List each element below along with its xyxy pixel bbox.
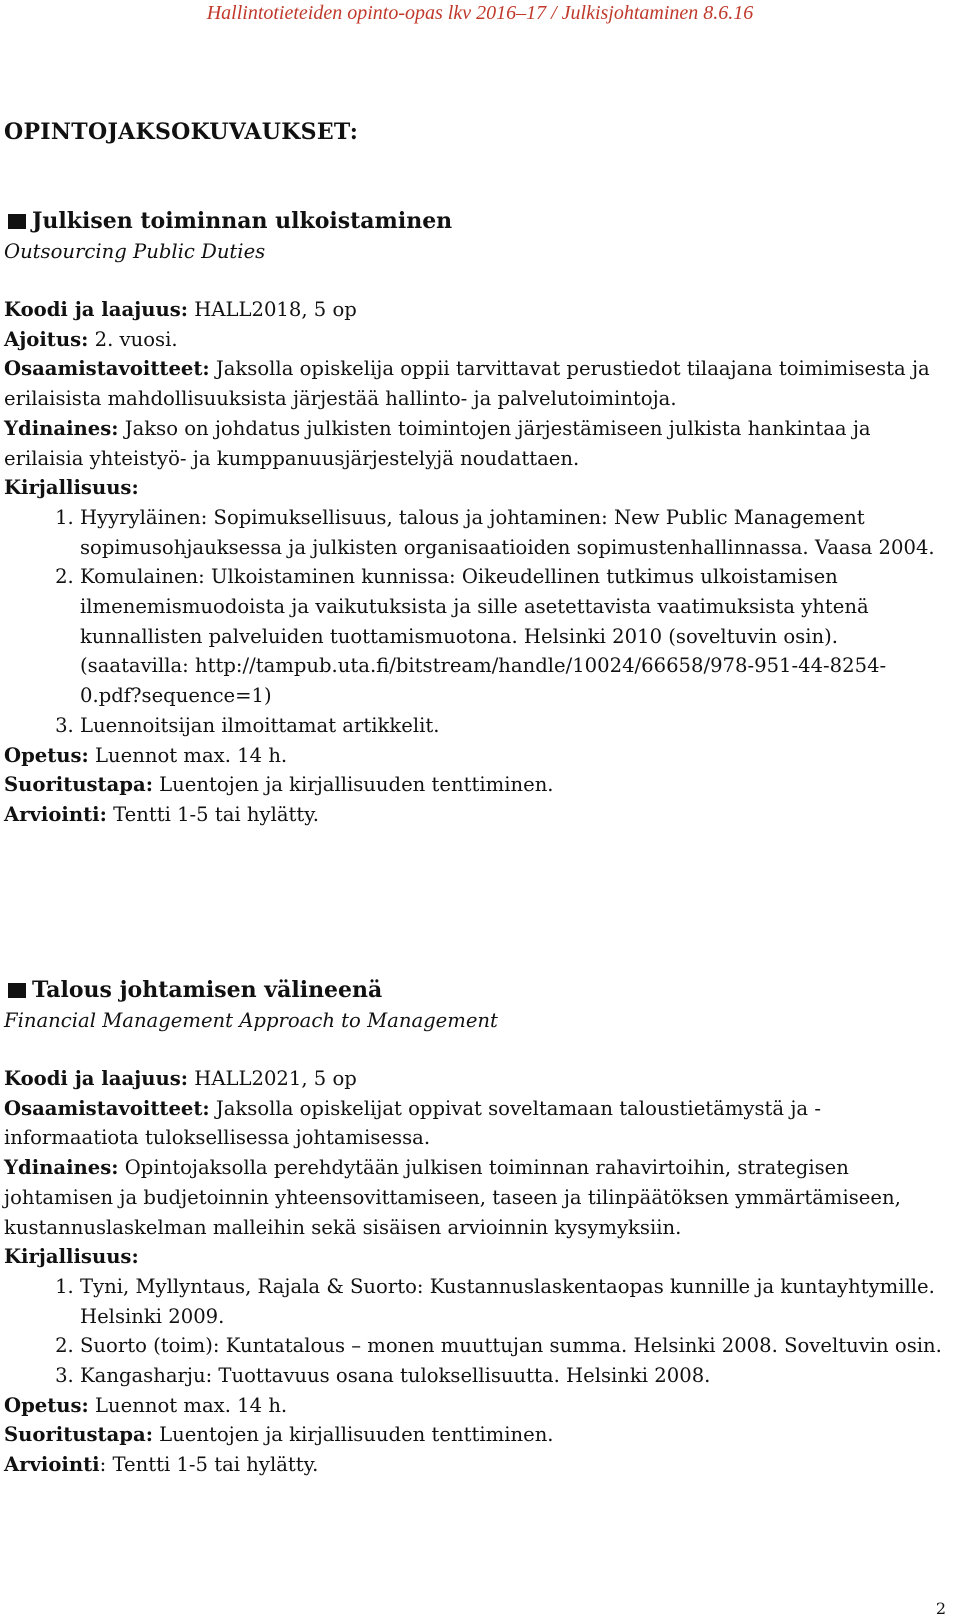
- content-value: Opintojaksolla perehdytään julkisen toiminnan rahavirtoihin, strategisen johtamisen ja budjetoinnin yhteensovittamiseen, taseen ja tilinpäätöksen ymmärtämiseen, kustannuslaskelman malleihin sekä sisäisen arvioinnin kysymyksiin.: [4, 1156, 901, 1239]
- course-title-text: Julkisen toiminnan ulkoistaminen: [32, 208, 453, 234]
- goals-value: Jaksolla opiskelija oppii tarvittavat perustiedot tilaajana toimimisesta ja erilaisista mahdollisuuksista järjestää hallinto- ja palvelutoimintoja.: [4, 357, 930, 411]
- course-method: [4, 1420, 944, 1450]
- course-title: [4, 973, 944, 1007]
- course-title: [4, 204, 944, 238]
- goals-value: Jaksolla opiskelijat oppivat soveltamaan taloustietämystä ja -informaatiota tuloksellisessa johtamisessa.: [4, 1096, 821, 1150]
- teaching-value: Luennot max. 14 h.: [88, 743, 288, 767]
- course-title-english: Financial Management Approach to Management: [4, 1009, 498, 1032]
- literature-label: Kirjallisuus:: [4, 1245, 139, 1269]
- literature-item: 1. Hyyryläinen: Sopimuksellisuus, talous ja johtaminen: New Public Management sopimusohjauksessa ja julkisten organisaatioiden sopimustenhallinnassa. Vaasa 2004.: [80, 503, 944, 562]
- course-goals: [4, 1094, 944, 1153]
- running-header: Hallintotieteiden opinto-opas lkv 2016–17 / Julkisjohtaminen 8.6.16: [206, 2, 754, 24]
- code-value: HALL2021, 5 op: [188, 1067, 357, 1090]
- content-value: Jakso on johdatus julkisten toimintojen järjestämiseen julkista hankintaa ja erilaisia yhteistyö- ja kumppanuusjärjestelyjä noudattaen.: [4, 416, 871, 470]
- course-code: [4, 1064, 944, 1094]
- grading-value: Tentti 1-5 tai hylätty.: [106, 802, 319, 826]
- course-method: [4, 770, 944, 800]
- timing-value: 2. vuosi.: [88, 327, 178, 351]
- course-teaching: [4, 1391, 944, 1421]
- page-title: OPINTOJAKSOKUVAUKSET:: [4, 119, 359, 145]
- goals-label: Osaamistavoitteet:: [4, 357, 210, 381]
- course-goals: [4, 354, 944, 413]
- literature-item: 2. Suorto (toim): Kuntatalous – monen muuttujan summa. Helsinki 2008. Soveltuvin osin.: [80, 1331, 944, 1361]
- course-section-1: [4, 204, 944, 830]
- content-label: Ydinaines:: [4, 1156, 119, 1180]
- grading-value: : Tentti 1-5 tai hylätty.: [99, 1453, 319, 1477]
- square-bullet-icon: [8, 983, 26, 998]
- square-bullet-icon: [8, 214, 26, 229]
- method-label: Suoritustapa:: [4, 1423, 153, 1447]
- page-number: 2: [935, 1599, 946, 1618]
- course-code: [4, 295, 944, 325]
- goals-label: Osaamistavoitteet:: [4, 1096, 210, 1120]
- course-timing: [4, 325, 944, 355]
- teaching-label: Opetus:: [4, 1393, 89, 1417]
- course-grading: [4, 800, 944, 830]
- teaching-label: Opetus:: [4, 743, 89, 767]
- code-label: Koodi ja laajuus:: [4, 1067, 188, 1090]
- course-title-text: Talous johtamisen välineenä: [32, 977, 383, 1003]
- literature-item: 3. Luennoitsijan ilmoittamat artikkelit.: [80, 711, 944, 741]
- content-label: Ydinaines:: [4, 416, 119, 440]
- literature-list: [4, 503, 944, 741]
- literature-label: Kirjallisuus:: [4, 476, 139, 500]
- course-title-english: Outsourcing Public Duties: [4, 240, 266, 263]
- method-value: Luentojen ja kirjallisuuden tenttiminen.: [152, 1423, 554, 1447]
- timing-label: Ajoitus:: [4, 327, 89, 351]
- literature-item: 1. Tyni, Myllyntaus, Rajala & Suorto: Kustannuslaskentaopas kunnille ja kuntayhtymille. Helsinki 2009.: [80, 1272, 944, 1331]
- course-section-2: [4, 973, 944, 1480]
- course-content: [4, 414, 944, 473]
- teaching-value: Luennot max. 14 h.: [88, 1393, 288, 1417]
- course-teaching: [4, 741, 944, 771]
- course-grading: [4, 1450, 944, 1480]
- method-label: Suoritustapa:: [4, 773, 153, 797]
- literature-list: [4, 1272, 944, 1391]
- literature-item: 2. Komulainen: Ulkoistaminen kunnissa: Oikeudellinen tutkimus ulkoistamisen ilmenemismuodoista ja vaikutuksista ja sille asetettavista vaatimuksista yhtenä kunnallisten palveluiden tuottamismuotona. Helsinki 2010 (soveltuvin osin). (saatavilla: http://tampub.uta.fi/bitstream/handle/10024/66658/978-951-44-8254-0.pdf?sequence=1): [80, 562, 944, 711]
- code-value: HALL2018, 5 op: [188, 298, 357, 321]
- grading-label: Arviointi:: [4, 802, 107, 826]
- grading-label: Arviointi: [4, 1453, 100, 1477]
- method-value: Luentojen ja kirjallisuuden tenttiminen.: [152, 773, 554, 797]
- course-content: [4, 1153, 944, 1242]
- literature-item: 3. Kangasharju: Tuottavuus osana tuloksellisuutta. Helsinki 2008.: [80, 1361, 944, 1391]
- code-label: Koodi ja laajuus:: [4, 298, 188, 321]
